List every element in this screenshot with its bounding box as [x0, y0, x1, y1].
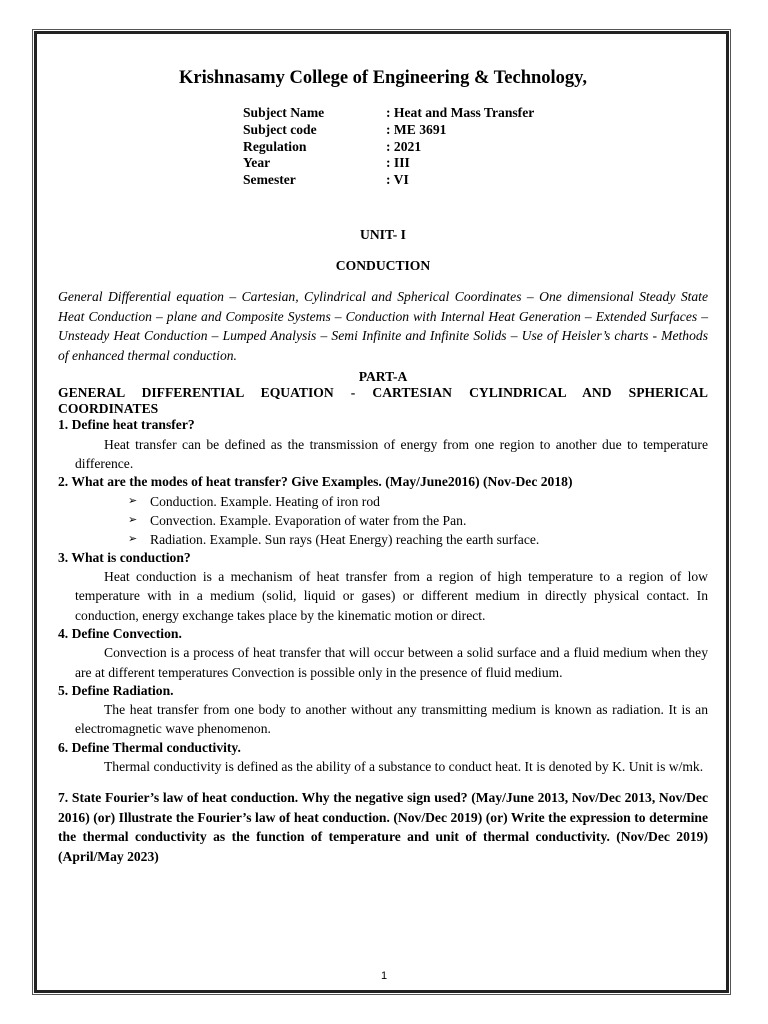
- list-item: [128, 530, 708, 549]
- question-1: 1. Define heat transfer?: [58, 417, 195, 433]
- modes-list: [58, 492, 708, 549]
- meta-row-subject-code: [243, 122, 534, 139]
- meta-value: : VI: [386, 172, 409, 188]
- college-title: Krishnasamy College of Engineering & Technology,: [178, 68, 588, 88]
- list-item: [128, 492, 708, 511]
- question-3: 3. What is conduction?: [58, 549, 191, 565]
- answer-1: Heat transfer can be defined as the transmission of energy from one region to another due to temperature difference.: [75, 436, 708, 472]
- meta-label: Semester: [243, 172, 296, 188]
- list-item: [128, 511, 708, 530]
- question-5: 5. Define Radiation.: [58, 682, 174, 698]
- section-heading: GENERAL DIFFERENTIAL EQUATION - CARTESIAN CYLINDRICAL AND SPHERICAL COORDINATES: [58, 385, 708, 416]
- meta-value: : III: [386, 155, 410, 171]
- arrow-bullet-icon: ➢: [128, 513, 138, 526]
- list-item-text: Radiation. Example. Sun rays (Heat Energy) reaching the earth surface.: [150, 531, 540, 547]
- part-heading: PART-A: [358, 369, 408, 385]
- meta-value: : 2021: [386, 138, 422, 154]
- unit-heading: UNIT- I: [360, 226, 406, 242]
- meta-row-semester: [243, 172, 534, 189]
- meta-label: Year: [243, 155, 271, 171]
- list-item-text: Convection. Example. Evaporation of water from the Pan.: [150, 512, 467, 528]
- question-6: 6. Define Thermal conductivity.: [58, 739, 241, 755]
- question-7: 7. State Fourier’s law of heat conduction. Why the negative sign used? (May/June 2013, Nov/Dec 2013, Nov/Dec 2016) (or) Illustrate the Fourier’s law of heat conduction. (Nov/Dec 2019) (or) Write the expression to determine the thermal conductivity as the function of temperature and unit of thermal conductivity. (Nov/Dec 2019) (April/May 2023): [58, 790, 708, 864]
- answer-4: Convection is a process of heat transfer that will occur between a solid surface and a fluid medium when they are at different temperatures Convection is possible only in the presence of fluid medium.: [75, 645, 708, 680]
- arrow-bullet-icon: ➢: [128, 532, 138, 545]
- document-body: [58, 66, 708, 866]
- meta-value: : Heat and Mass Transfer: [386, 105, 535, 120]
- subject-meta-table: [243, 105, 534, 189]
- meta-row-year: [243, 155, 534, 172]
- page-number: 1: [380, 970, 388, 982]
- syllabus-paragraph: General Differential equation – Cartesian, Cylindrical and Spherical Coordinates – One dimensional Steady State Heat Conduction – plane and Composite Systems – Conduction with Internal Heat Generation – Extended Surfaces – Unsteady Heat Conduction – Lumped Analysis – Semi Infinite and Infinite Solids – Use of Heisler’s charts - Methods of enhanced thermal conduction.: [58, 288, 708, 363]
- meta-label: Subject Name: [243, 105, 325, 120]
- question-4: 4. Define Convection.: [58, 625, 182, 641]
- meta-value: : ME 3691: [386, 121, 447, 137]
- arrow-bullet-icon: ➢: [128, 494, 138, 507]
- meta-row-regulation: [243, 139, 534, 156]
- answer-3: Heat conduction is a mechanism of heat transfer from a region of high temperature to a region of low temperature with in a medium (solid, liquid or gases) or different medium in directly physical contact. In conduction, energy exchange takes place by the kinematic motion or direct.: [75, 569, 708, 623]
- topic-heading: CONDUCTION: [335, 257, 431, 273]
- meta-label: Subject code: [243, 121, 317, 137]
- meta-label: Regulation: [243, 138, 307, 154]
- answer-6: Thermal conductivity is defined as the ability of a substance to conduct heat. It is denoted by K. Unit is w/mk.: [104, 759, 704, 775]
- question-2: 2. What are the modes of heat transfer? Give Examples. (May/June2016) (Nov-Dec 2018): [58, 474, 573, 490]
- list-item-text: Conduction. Example. Heating of iron rod: [150, 493, 380, 509]
- answer-5: The heat transfer from one body to another without any transmitting medium is known as radiation. It is an electromagnetic wave phenomenon.: [75, 702, 708, 737]
- meta-row-subject-name: [243, 105, 534, 122]
